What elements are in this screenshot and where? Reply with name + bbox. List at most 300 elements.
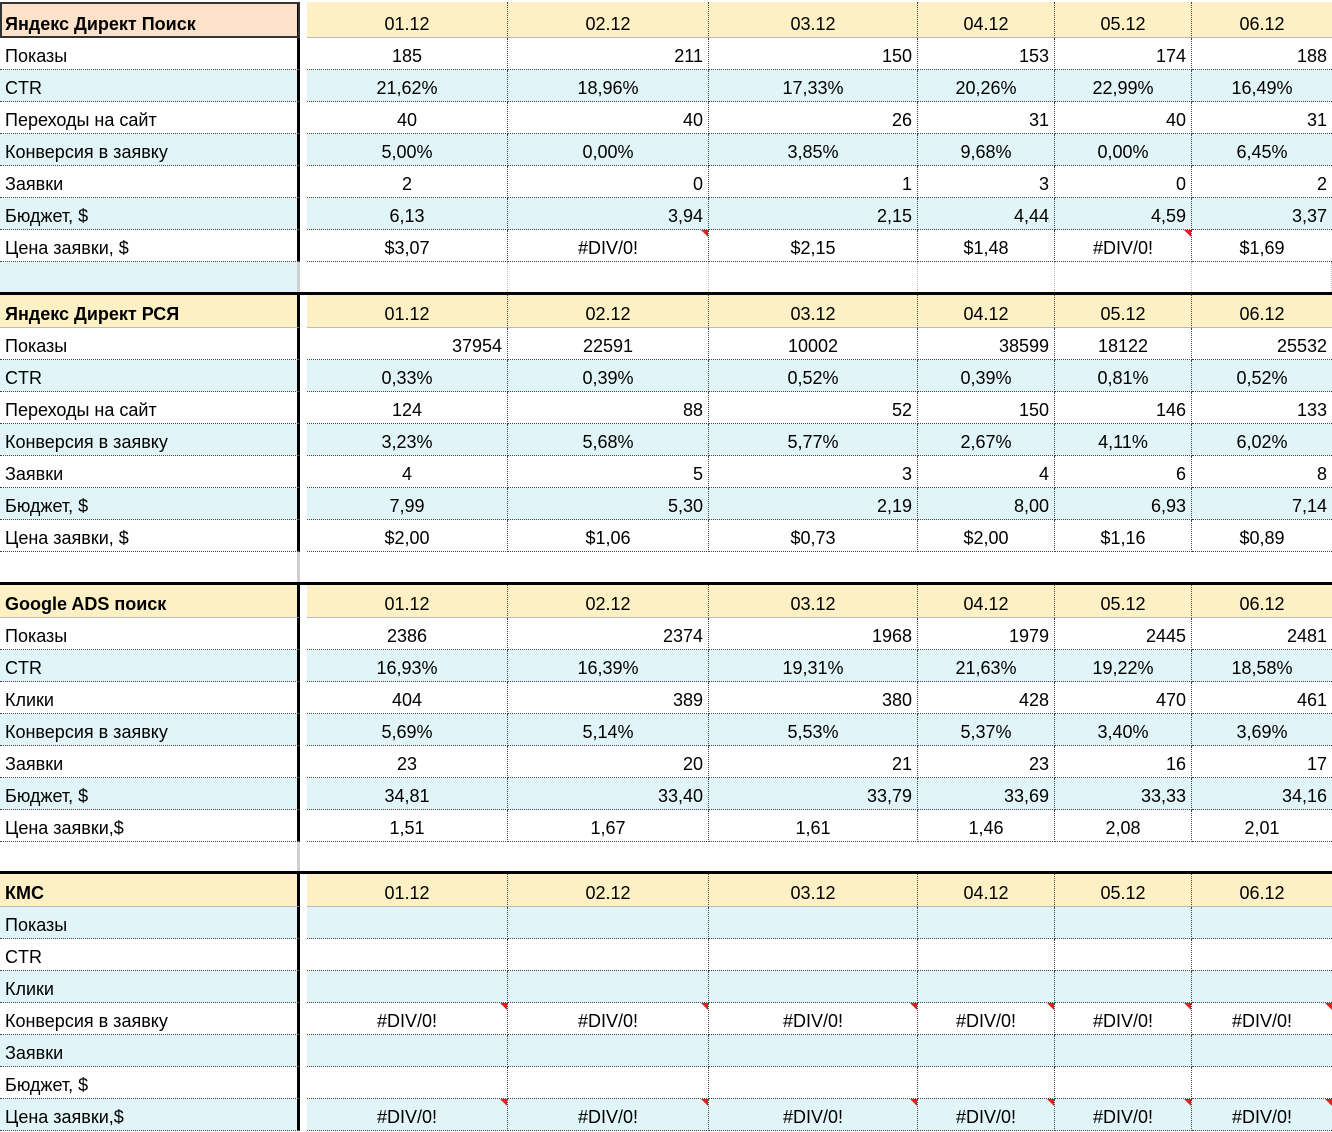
metric-value-cell[interactable]: #DIV/0! <box>709 1099 918 1131</box>
metric-label-cell[interactable]: Цена заявки,$ <box>0 810 300 842</box>
metric-value-cell[interactable]: #DIV/0! <box>508 1003 709 1035</box>
column-gap <box>300 810 307 842</box>
metric-value-cell[interactable]: 0,52% <box>1192 360 1332 392</box>
metric-value-cell[interactable]: $3,07 <box>307 230 508 262</box>
metric-value-cell[interactable]: $1,06 <box>508 520 709 552</box>
date-header-cell[interactable]: 04.12 <box>918 2 1055 38</box>
metric-value-cell[interactable]: 40 <box>1055 102 1192 134</box>
metric-value-cell[interactable] <box>1192 907 1332 939</box>
metric-value-cell[interactable]: #DIV/0! <box>1055 1099 1192 1131</box>
date-header-cell[interactable]: 05.12 <box>1055 585 1192 618</box>
metric-row <box>0 102 1332 134</box>
metric-value-cell[interactable]: 2374 <box>508 618 709 650</box>
metric-value-cell[interactable]: 0,52% <box>709 360 918 392</box>
metric-value-cell[interactable]: 18122 <box>1055 328 1192 360</box>
metric-value-cell[interactable]: 40 <box>508 102 709 134</box>
metric-label-cell[interactable]: Заявки <box>0 456 300 488</box>
metric-label-cell[interactable]: CTR <box>0 939 300 971</box>
metric-value-cell[interactable] <box>1055 907 1192 939</box>
metric-value-cell[interactable]: 124 <box>307 392 508 424</box>
section-title-cell[interactable]: Google ADS поиск <box>0 585 300 618</box>
metric-value-cell[interactable]: 3 <box>918 166 1055 198</box>
column-gap <box>300 714 307 746</box>
column-gap <box>300 585 307 618</box>
metric-value-cell[interactable]: #DIV/0! <box>918 1003 1055 1035</box>
metric-value-cell[interactable]: 150 <box>918 392 1055 424</box>
metric-value-cell[interactable]: 5,53% <box>709 714 918 746</box>
metric-value-cell[interactable] <box>508 1035 709 1067</box>
metric-value-cell[interactable] <box>709 939 918 971</box>
metric-row <box>0 328 1332 360</box>
column-gap <box>300 1035 307 1067</box>
metric-value-cell[interactable]: 153 <box>918 38 1055 70</box>
empty-cell[interactable] <box>918 842 1055 871</box>
metric-row <box>0 907 1332 939</box>
metric-value-cell[interactable]: 0,00% <box>508 134 709 166</box>
metric-value-cell[interactable]: 26 <box>709 102 918 134</box>
empty-cell[interactable] <box>709 842 918 871</box>
metric-value-cell[interactable]: 19,22% <box>1055 650 1192 682</box>
metric-value-cell[interactable] <box>1055 971 1192 1003</box>
metric-value-cell[interactable]: 20,26% <box>918 70 1055 102</box>
metric-value-cell[interactable] <box>307 939 508 971</box>
date-header-cell[interactable]: 05.12 <box>1055 874 1192 907</box>
metric-label-cell[interactable]: Клики <box>0 971 300 1003</box>
metric-value-cell[interactable]: 4,11% <box>1055 424 1192 456</box>
metric-value-cell[interactable]: 3,40% <box>1055 714 1192 746</box>
empty-cell[interactable] <box>1192 842 1332 871</box>
metric-value-cell[interactable]: 5,00% <box>307 134 508 166</box>
metric-row <box>0 618 1332 650</box>
metric-label-cell[interactable]: Цена заявки, $ <box>0 230 300 262</box>
metric-value-cell[interactable]: #DIV/0! <box>508 230 709 262</box>
metric-value-cell[interactable]: $2,00 <box>307 520 508 552</box>
metric-value-cell[interactable]: 34,16 <box>1192 778 1332 810</box>
metric-value-cell[interactable]: 428 <box>918 682 1055 714</box>
empty-cell[interactable] <box>709 262 918 292</box>
metric-row <box>0 456 1332 488</box>
section-title-cell[interactable]: Яндекс Директ Поиск <box>0 2 300 38</box>
metric-value-cell[interactable]: 34,81 <box>307 778 508 810</box>
empty-cell[interactable] <box>0 842 300 871</box>
date-header-cell[interactable]: 04.12 <box>918 295 1055 328</box>
date-header-cell[interactable]: 01.12 <box>307 295 508 328</box>
column-gap <box>300 552 307 582</box>
metric-value-cell[interactable]: 1979 <box>918 618 1055 650</box>
empty-cell[interactable] <box>0 552 300 582</box>
metric-value-cell[interactable]: 31 <box>1192 102 1332 134</box>
metric-label-cell[interactable]: Цена заявки, $ <box>0 520 300 552</box>
metric-value-cell[interactable]: 5,77% <box>709 424 918 456</box>
metric-value-cell[interactable]: 0 <box>1055 166 1192 198</box>
column-gap <box>300 1067 307 1099</box>
metric-value-cell[interactable] <box>1192 971 1332 1003</box>
metric-value-cell[interactable]: 2,19 <box>709 488 918 520</box>
metric-row <box>0 939 1332 971</box>
metric-label-cell[interactable]: Показы <box>0 38 300 70</box>
metric-label-cell[interactable]: Переходы на сайт <box>0 102 300 134</box>
metric-value-cell[interactable] <box>709 1067 918 1099</box>
metric-value-cell[interactable]: 31 <box>918 102 1055 134</box>
metric-value-cell[interactable]: $2,00 <box>918 520 1055 552</box>
metric-value-cell[interactable]: 10002 <box>709 328 918 360</box>
metric-value-cell[interactable]: 3,85% <box>709 134 918 166</box>
metric-value-cell[interactable]: 33,79 <box>709 778 918 810</box>
metric-row <box>0 1035 1332 1067</box>
metric-row <box>0 38 1332 70</box>
metric-value-cell[interactable]: #DIV/0! <box>307 1003 508 1035</box>
metric-value-cell[interactable]: 461 <box>1192 682 1332 714</box>
metric-value-cell[interactable]: #DIV/0! <box>1192 1099 1332 1131</box>
date-header-cell[interactable]: 03.12 <box>709 874 918 907</box>
column-gap <box>300 618 307 650</box>
metric-row <box>0 230 1332 262</box>
metric-value-cell[interactable] <box>918 907 1055 939</box>
metric-value-cell[interactable]: 52 <box>709 392 918 424</box>
metric-label-cell[interactable]: Заявки <box>0 746 300 778</box>
column-gap <box>300 424 307 456</box>
metric-value-cell[interactable]: $1,69 <box>1192 230 1332 262</box>
metric-value-cell[interactable]: 33,69 <box>918 778 1055 810</box>
metric-label-cell[interactable]: CTR <box>0 70 300 102</box>
metric-value-cell[interactable]: $1,48 <box>918 230 1055 262</box>
metric-value-cell[interactable]: 1,67 <box>508 810 709 842</box>
column-gap <box>300 328 307 360</box>
metric-label-cell[interactable]: Клики <box>0 682 300 714</box>
empty-cell[interactable] <box>508 842 709 871</box>
metric-value-cell[interactable]: 25532 <box>1192 328 1332 360</box>
metric-value-cell[interactable]: 7,99 <box>307 488 508 520</box>
date-header-cell[interactable]: 02.12 <box>508 585 709 618</box>
metric-label-cell[interactable]: Показы <box>0 907 300 939</box>
column-gap <box>300 874 307 907</box>
metric-value-cell[interactable]: 5,14% <box>508 714 709 746</box>
metric-value-cell[interactable]: 1,51 <box>307 810 508 842</box>
column-gap <box>300 456 307 488</box>
metric-value-cell[interactable]: 18,58% <box>1192 650 1332 682</box>
metric-value-cell[interactable]: 185 <box>307 38 508 70</box>
metric-value-cell[interactable]: 3,23% <box>307 424 508 456</box>
metric-value-cell[interactable]: 1 <box>709 166 918 198</box>
metric-value-cell[interactable]: 37954 <box>307 328 508 360</box>
metric-value-cell[interactable]: 2481 <box>1192 618 1332 650</box>
metric-value-cell[interactable] <box>709 1035 918 1067</box>
metric-value-cell[interactable]: #DIV/0! <box>508 1099 709 1131</box>
metric-row <box>0 778 1332 810</box>
date-header-cell[interactable]: 02.12 <box>508 874 709 907</box>
metric-value-cell[interactable]: $2,15 <box>709 230 918 262</box>
empty-cell[interactable] <box>307 262 508 292</box>
metric-value-cell[interactable]: 2445 <box>1055 618 1192 650</box>
date-header-cell[interactable]: 06.12 <box>1192 874 1332 907</box>
metric-value-cell[interactable]: 5,69% <box>307 714 508 746</box>
metric-value-cell[interactable] <box>508 971 709 1003</box>
empty-cell[interactable] <box>918 262 1055 292</box>
date-header-cell[interactable]: 02.12 <box>508 295 709 328</box>
metric-value-cell[interactable]: #DIV/0! <box>307 1099 508 1131</box>
metric-value-cell[interactable]: 40 <box>307 102 508 134</box>
metric-value-cell[interactable] <box>709 907 918 939</box>
section-title-cell[interactable]: КМС <box>0 874 300 907</box>
metric-value-cell[interactable] <box>918 1035 1055 1067</box>
date-header-cell[interactable]: 03.12 <box>709 2 918 38</box>
metric-value-cell[interactable]: 146 <box>1055 392 1192 424</box>
metric-value-cell[interactable]: 16,49% <box>1192 70 1332 102</box>
metric-value-cell[interactable]: 2 <box>1192 166 1332 198</box>
empty-cell[interactable] <box>508 262 709 292</box>
column-gap <box>300 230 307 262</box>
metric-value-cell[interactable]: 0,00% <box>1055 134 1192 166</box>
metric-label-cell[interactable]: Бюджет, $ <box>0 1067 300 1099</box>
metric-value-cell[interactable] <box>307 1035 508 1067</box>
metric-row <box>0 134 1332 166</box>
metric-row <box>0 70 1332 102</box>
metric-value-cell[interactable]: 23 <box>918 746 1055 778</box>
metric-value-cell[interactable]: 21,62% <box>307 70 508 102</box>
metric-value-cell[interactable] <box>307 907 508 939</box>
metric-value-cell[interactable]: 16,93% <box>307 650 508 682</box>
section-header-row <box>0 582 1332 618</box>
metric-value-cell[interactable]: 3,37 <box>1192 198 1332 230</box>
metric-value-cell[interactable]: 0,33% <box>307 360 508 392</box>
metric-value-cell[interactable] <box>307 971 508 1003</box>
metric-value-cell[interactable]: 38599 <box>918 328 1055 360</box>
metric-value-cell[interactable]: 6,02% <box>1192 424 1332 456</box>
metric-row <box>0 1099 1332 1131</box>
date-header-cell[interactable]: 06.12 <box>1192 295 1332 328</box>
metric-value-cell[interactable]: 5,37% <box>918 714 1055 746</box>
metric-label-cell[interactable]: Заявки <box>0 166 300 198</box>
metric-value-cell[interactable]: 188 <box>1192 38 1332 70</box>
metric-label-cell[interactable]: CTR <box>0 360 300 392</box>
metric-value-cell[interactable] <box>1055 939 1192 971</box>
metric-value-cell[interactable] <box>1055 1035 1192 1067</box>
metric-value-cell[interactable]: 3,94 <box>508 198 709 230</box>
metric-value-cell[interactable]: 6,45% <box>1192 134 1332 166</box>
metric-value-cell[interactable]: 133 <box>1192 392 1332 424</box>
metric-value-cell[interactable]: 1,46 <box>918 810 1055 842</box>
metric-value-cell[interactable] <box>1055 1067 1192 1099</box>
column-gap <box>300 198 307 230</box>
metric-row <box>0 424 1332 456</box>
empty-cell[interactable] <box>1192 262 1332 292</box>
metric-value-cell[interactable]: 2386 <box>307 618 508 650</box>
column-gap <box>300 650 307 682</box>
column-gap <box>300 1099 307 1131</box>
metric-value-cell[interactable]: #DIV/0! <box>1055 1003 1192 1035</box>
metric-value-cell[interactable]: 6,93 <box>1055 488 1192 520</box>
column-gap <box>300 392 307 424</box>
empty-cell[interactable] <box>0 262 300 292</box>
metric-value-cell[interactable]: 21 <box>709 746 918 778</box>
metric-value-cell[interactable]: 6,13 <box>307 198 508 230</box>
column-gap <box>300 38 307 70</box>
empty-cell[interactable] <box>1192 552 1332 582</box>
metric-value-cell[interactable]: 20 <box>508 746 709 778</box>
metric-value-cell[interactable]: 8 <box>1192 456 1332 488</box>
metric-label-cell[interactable]: Конверсия в заявку <box>0 714 300 746</box>
metric-value-cell[interactable]: 1968 <box>709 618 918 650</box>
metric-label-cell[interactable]: Цена заявки,$ <box>0 1099 300 1131</box>
empty-cell[interactable] <box>1055 842 1192 871</box>
date-header-cell[interactable]: 06.12 <box>1192 2 1332 38</box>
metric-row <box>0 520 1332 552</box>
metric-value-cell[interactable] <box>508 907 709 939</box>
metric-value-cell[interactable]: 2,15 <box>709 198 918 230</box>
metric-row <box>0 714 1332 746</box>
column-gap <box>300 134 307 166</box>
empty-cell[interactable] <box>1055 552 1192 582</box>
metric-value-cell[interactable]: 174 <box>1055 38 1192 70</box>
metric-value-cell[interactable]: 17 <box>1192 746 1332 778</box>
column-gap <box>300 520 307 552</box>
column-gap <box>300 1003 307 1035</box>
metric-value-cell[interactable] <box>918 971 1055 1003</box>
metric-value-cell[interactable]: $0,89 <box>1192 520 1332 552</box>
metric-value-cell[interactable]: 389 <box>508 682 709 714</box>
metric-value-cell[interactable]: 2,67% <box>918 424 1055 456</box>
metric-value-cell[interactable]: 5 <box>508 456 709 488</box>
metric-value-cell[interactable] <box>918 1067 1055 1099</box>
metric-value-cell[interactable]: 2,08 <box>1055 810 1192 842</box>
metric-value-cell[interactable]: 2 <box>307 166 508 198</box>
date-header-cell[interactable]: 01.12 <box>307 874 508 907</box>
metric-value-cell[interactable]: 404 <box>307 682 508 714</box>
metric-value-cell[interactable]: 2,01 <box>1192 810 1332 842</box>
date-header-cell[interactable]: 03.12 <box>709 585 918 618</box>
metric-value-cell[interactable]: 0,39% <box>918 360 1055 392</box>
metric-value-cell[interactable]: 33,33 <box>1055 778 1192 810</box>
column-gap <box>300 842 307 871</box>
metric-value-cell[interactable]: #DIV/0! <box>1055 230 1192 262</box>
metric-row <box>0 746 1332 778</box>
metric-label-cell[interactable]: CTR <box>0 650 300 682</box>
metric-value-cell[interactable]: 0,39% <box>508 360 709 392</box>
date-header-cell[interactable]: 01.12 <box>307 585 508 618</box>
metric-value-cell[interactable]: 5,30 <box>508 488 709 520</box>
metric-value-cell[interactable]: 21,63% <box>918 650 1055 682</box>
column-gap <box>300 295 307 328</box>
empty-cell[interactable] <box>918 552 1055 582</box>
metric-value-cell[interactable]: #DIV/0! <box>1192 1003 1332 1035</box>
date-header-cell[interactable]: 05.12 <box>1055 295 1192 328</box>
metric-value-cell[interactable]: 380 <box>709 682 918 714</box>
metric-value-cell[interactable]: 9,68% <box>918 134 1055 166</box>
metric-label-cell[interactable]: Показы <box>0 618 300 650</box>
section-header-row <box>0 292 1332 328</box>
metric-value-cell[interactable] <box>508 1067 709 1099</box>
column-gap <box>300 778 307 810</box>
metric-row <box>0 650 1332 682</box>
metric-label-cell[interactable]: Переходы на сайт <box>0 392 300 424</box>
empty-cell[interactable] <box>307 842 508 871</box>
metric-value-cell[interactable]: 211 <box>508 38 709 70</box>
section-title-cell[interactable]: Яндекс Директ РСЯ <box>0 295 300 328</box>
column-gap <box>300 102 307 134</box>
metric-value-cell[interactable] <box>508 939 709 971</box>
metric-label-cell[interactable]: Бюджет, $ <box>0 198 300 230</box>
metric-label-cell[interactable]: Конверсия в заявку <box>0 424 300 456</box>
empty-cell[interactable] <box>307 552 508 582</box>
metric-row <box>0 360 1332 392</box>
section-header-row <box>0 871 1332 907</box>
metric-value-cell[interactable]: 470 <box>1055 682 1192 714</box>
empty-cell[interactable] <box>508 552 709 582</box>
column-gap <box>300 907 307 939</box>
column-gap <box>300 746 307 778</box>
metric-label-cell[interactable]: Показы <box>0 328 300 360</box>
metric-value-cell[interactable] <box>307 1067 508 1099</box>
metric-value-cell[interactable]: 7,14 <box>1192 488 1332 520</box>
date-header-cell[interactable]: 02.12 <box>508 2 709 38</box>
metric-value-cell[interactable]: 19,31% <box>709 650 918 682</box>
metric-value-cell[interactable]: 4,59 <box>1055 198 1192 230</box>
metric-label-cell[interactable]: Бюджет, $ <box>0 778 300 810</box>
metric-value-cell[interactable]: 88 <box>508 392 709 424</box>
metric-value-cell[interactable]: 8,00 <box>918 488 1055 520</box>
metric-value-cell[interactable]: 150 <box>709 38 918 70</box>
metric-label-cell[interactable]: Бюджет, $ <box>0 488 300 520</box>
empty-spacer-row <box>0 842 1332 871</box>
empty-cell[interactable] <box>1055 262 1192 292</box>
column-gap <box>300 360 307 392</box>
metric-value-cell[interactable]: #DIV/0! <box>918 1099 1055 1131</box>
metric-label-cell[interactable]: Конверсия в заявку <box>0 1003 300 1035</box>
metric-value-cell[interactable]: $0,73 <box>709 520 918 552</box>
metric-value-cell[interactable]: 18,96% <box>508 70 709 102</box>
metric-value-cell[interactable] <box>1192 1035 1332 1067</box>
metric-value-cell[interactable]: 4,44 <box>918 198 1055 230</box>
metric-label-cell[interactable]: Конверсия в заявку <box>0 134 300 166</box>
date-header-cell[interactable]: 04.12 <box>918 874 1055 907</box>
metric-value-cell[interactable] <box>1192 1067 1332 1099</box>
metric-row <box>0 1003 1332 1035</box>
metric-row <box>0 682 1332 714</box>
metric-value-cell[interactable]: 3,69% <box>1192 714 1332 746</box>
metric-value-cell[interactable] <box>918 939 1055 971</box>
metric-value-cell[interactable]: 16,39% <box>508 650 709 682</box>
date-header-cell[interactable]: 05.12 <box>1055 2 1192 38</box>
metric-value-cell[interactable]: $1,16 <box>1055 520 1192 552</box>
metric-value-cell[interactable]: 22,99% <box>1055 70 1192 102</box>
empty-cell[interactable] <box>709 552 918 582</box>
metric-value-cell[interactable]: 1,61 <box>709 810 918 842</box>
metric-value-cell[interactable]: 0,81% <box>1055 360 1192 392</box>
column-gap <box>300 2 307 38</box>
date-header-cell[interactable]: 03.12 <box>709 295 918 328</box>
metric-value-cell[interactable]: 23 <box>307 746 508 778</box>
metric-value-cell[interactable]: 17,33% <box>709 70 918 102</box>
metric-row <box>0 198 1332 230</box>
metric-value-cell[interactable] <box>1192 939 1332 971</box>
metric-value-cell[interactable]: 0 <box>508 166 709 198</box>
metric-value-cell[interactable]: #DIV/0! <box>709 1003 918 1035</box>
metric-row <box>0 1067 1332 1099</box>
metric-value-cell[interactable]: 3 <box>709 456 918 488</box>
date-header-cell[interactable]: 04.12 <box>918 585 1055 618</box>
metric-value-cell[interactable]: 4 <box>307 456 508 488</box>
metric-value-cell[interactable]: 16 <box>1055 746 1192 778</box>
date-header-cell[interactable]: 06.12 <box>1192 585 1332 618</box>
metric-value-cell[interactable]: 6 <box>1055 456 1192 488</box>
metric-value-cell[interactable]: 22591 <box>508 328 709 360</box>
metric-value-cell[interactable]: 4 <box>918 456 1055 488</box>
metric-value-cell[interactable] <box>709 971 918 1003</box>
metric-value-cell[interactable]: 5,68% <box>508 424 709 456</box>
date-header-cell[interactable]: 01.12 <box>307 2 508 38</box>
metric-label-cell[interactable]: Заявки <box>0 1035 300 1067</box>
metric-value-cell[interactable]: 33,40 <box>508 778 709 810</box>
